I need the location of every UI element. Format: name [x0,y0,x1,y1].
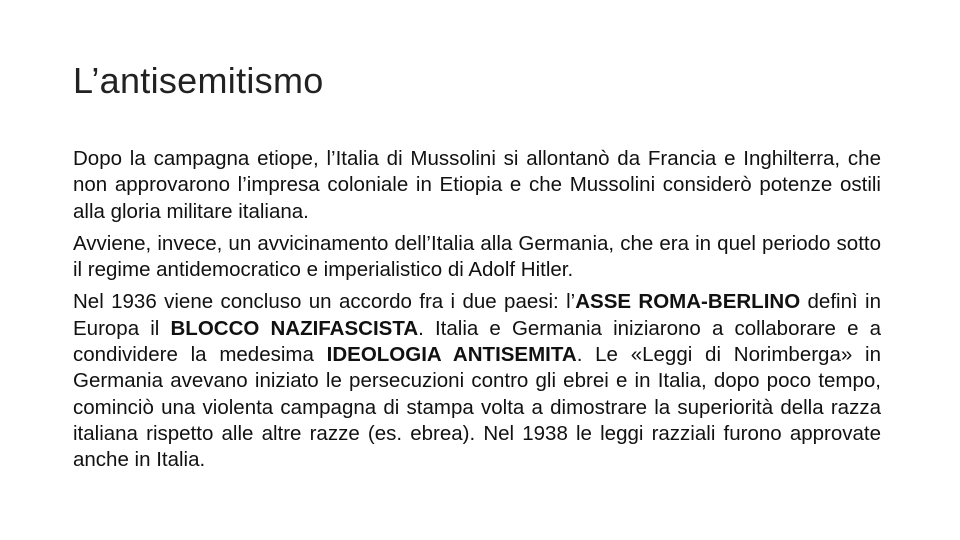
paragraph-3-text-1: Nel 1936 viene concluso un accordo fra i due paesi: l’ [73,290,576,314]
asse-roma-berlino-emphasis: ASSE ROMA-BERLINO [575,290,801,314]
paragraph-3-text-3: . Italia e Germania iniziarono a collaborare e a condividere la medesima [73,316,882,367]
slide-body [73,146,881,480]
blocco-nazifascista-emphasis: BLOCCO NAZIFASCISTA [170,316,419,340]
paragraph-3-text-4: . Le «Leggi di Norimberga» in Germania avevano iniziato le persecuzioni contro gli ebrei e in Italia, dopo poco tempo, cominciò una violenta campagna di stampa volta a dimostrare la superiorità della razza italiana rispetto alle altre razze (es. ebrea). Nel 1938 le leggi razziali furono approvate anche in Italia. [73,343,881,472]
slide-title: L’antisemitismo [73,60,324,101]
ideologia-antisemita-emphasis: IDEOLOGIA ANTISEMITA [326,343,577,367]
paragraph-2: Avviene, invece, un avvicinamento dell’Italia alla Germania, che era in quel periodo sotto il regime antidemocratico e imperialistico di Adolf Hitler. [73,231,881,282]
paragraph-3 [73,289,881,473]
paragraph-3-text-2: definì in Europa il [73,290,881,340]
paragraph-1: Dopo la campagna etiope, l’Italia di Mussolini si allontanò da Francia e Inghilterra, che non approvarono l’impresa coloniale in Etiopia e che Mussolini considerò potenze ostili alla gloria militare italiana. [73,147,881,223]
